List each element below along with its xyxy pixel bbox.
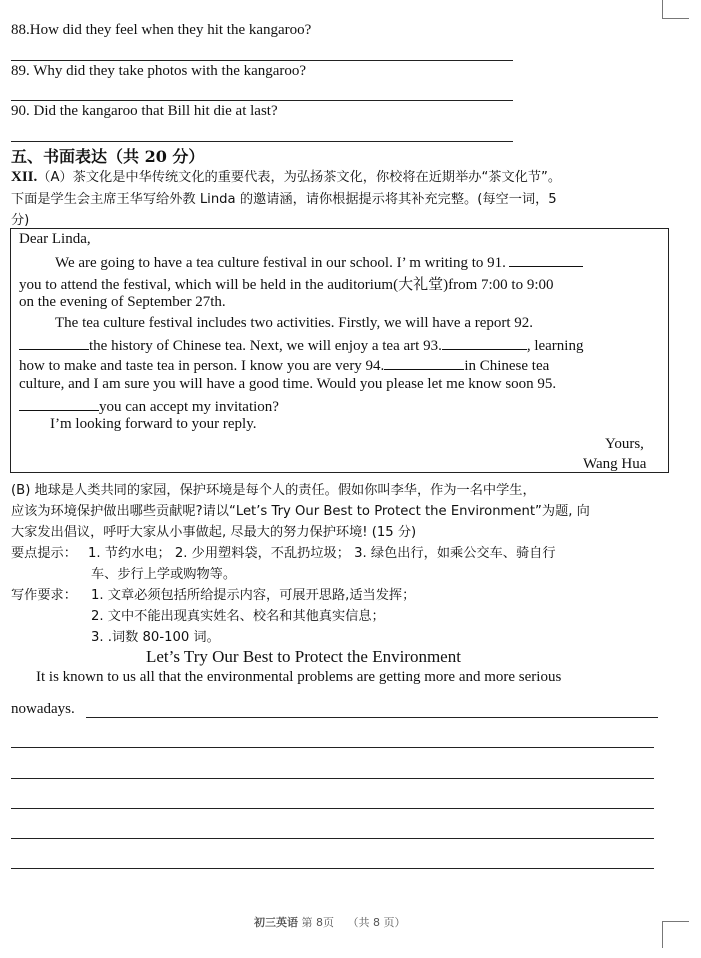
- writing-line-3[interactable]: [11, 778, 654, 779]
- requirement-1: 1. 文章必须包括所给提示内容，可展开思路,适当发挥；: [91, 588, 416, 603]
- letter-line-6-text-a: how to make and taste tea in person. I know you are very 94.: [19, 358, 385, 374]
- blank-91[interactable]: [509, 252, 583, 267]
- writing-line-1[interactable]: [86, 717, 658, 718]
- letter-line-8: [19, 396, 279, 416]
- part-b-line-3: 大家发出倡议，呼吁大家从小事做起, 尽最大的努力保护环境! (15 分): [11, 525, 417, 540]
- letter-line-8-text: you can accept my invitation?: [99, 399, 279, 415]
- blank-93[interactable]: [442, 335, 527, 350]
- letter-signature: Wang Hua: [583, 456, 647, 472]
- requirements-label: 写作要求：: [11, 588, 77, 603]
- writing-line-4[interactable]: [11, 808, 654, 809]
- footer-total: （共 8 页）: [347, 916, 406, 929]
- letter-line-6: [19, 355, 549, 375]
- letter-line-1: [55, 252, 583, 272]
- part-a-intro-line-1: [11, 166, 561, 186]
- letter-closing: Yours,: [605, 436, 644, 452]
- part-a-label: XII.: [11, 169, 38, 185]
- section-heading: 五、书面表达（共 20 分）: [11, 147, 205, 166]
- point-1-cont: 车、步行上学或购物等。: [91, 567, 237, 582]
- part-a-intro-line-2: 下面是学生会主席王华写给外教 Linda 的邀请涵，请你根据提示将其补充完整。(每空一词，5: [11, 192, 557, 207]
- question-89: 89. Why did they take photos with the kangaroo?: [11, 63, 307, 79]
- part-a-intro-line-3: 分): [11, 213, 30, 228]
- essay-title: Let’s Try Our Best to Protect the Environment: [146, 647, 461, 666]
- letter-line-7: culture, and I am sure you will have a good time. Would you please let me know soon 95.: [19, 376, 557, 392]
- letter-line-5-text-a: the history of Chinese tea. Next, we will enjoy a tea art 93.: [89, 338, 442, 354]
- letter-line-2: you to attend the festival, which will be held in the auditorium(大礼堂)from 7:00 to 9:00: [19, 277, 554, 293]
- essay-line-1: It is known to us all that the environmental problems are getting more and more serious: [36, 669, 562, 685]
- writing-line-6[interactable]: [11, 868, 654, 869]
- points-label: 要点提示：: [11, 546, 77, 561]
- crop-mark-top-right: [662, 0, 689, 19]
- answer-line-90[interactable]: [11, 141, 513, 142]
- answer-line-88[interactable]: [11, 60, 513, 61]
- letter-line-5: [19, 335, 583, 355]
- footer-subject: 初三英语: [254, 916, 298, 929]
- blank-95[interactable]: [19, 396, 99, 411]
- writing-line-5[interactable]: [11, 838, 654, 839]
- part-a-intro-text-1: （A）茶文化是中华传统文化的重要代表，为弘扬茶文化，你校将在近期举办“茶文化节”。: [37, 170, 562, 185]
- letter-line-5-text-b: , learning: [526, 338, 584, 354]
- footer-page: 第 8页: [301, 916, 334, 929]
- requirement-2: 2. 文中不能出现真实姓名、校名和其他真实信息；: [91, 609, 385, 624]
- letter-line-1-text: We are going to have a tea culture festival in our school. I’ m writing to 91.: [55, 255, 506, 271]
- letter-line-9: I’m looking forward to your reply.: [50, 416, 257, 432]
- part-b-line-2: 应该为环境保护做出哪些贡献呢?请以“Let’s Try Our Best to Protect the Environment”为题, 向: [11, 504, 590, 519]
- letter-line-6-text-b: in Chinese tea: [464, 358, 550, 374]
- letter-line-3: on the evening of September 27th.: [19, 294, 226, 310]
- part-b-line-1: (B) 地球是人类共同的家园，保护环境是每个人的责任。假如你叫李华，作为一名中学生，: [11, 483, 536, 498]
- page-footer: [254, 914, 406, 930]
- letter-line-4: The tea culture festival includes two activities. Firstly, we will have a report 92.: [55, 315, 534, 331]
- question-90: 90. Did the kangaroo that Bill hit die at last?: [11, 103, 278, 119]
- answer-line-89[interactable]: [11, 100, 513, 101]
- essay-line-2: nowadays.: [11, 701, 75, 717]
- crop-mark-bottom-right: [662, 921, 689, 948]
- letter-greeting: Dear Linda,: [19, 231, 91, 247]
- point-1: 1. 节约水电； 2. 少用塑料袋，不乱扔垃圾； 3. 绿色出行，如乘公交车、骑自行: [88, 546, 556, 561]
- writing-line-2[interactable]: [11, 747, 654, 748]
- requirement-3: 3. .词数 80-100 词。: [91, 630, 220, 645]
- question-88: 88.How did they feel when they hit the kangaroo?: [11, 22, 312, 38]
- blank-92[interactable]: [19, 335, 89, 350]
- blank-94[interactable]: [384, 355, 464, 370]
